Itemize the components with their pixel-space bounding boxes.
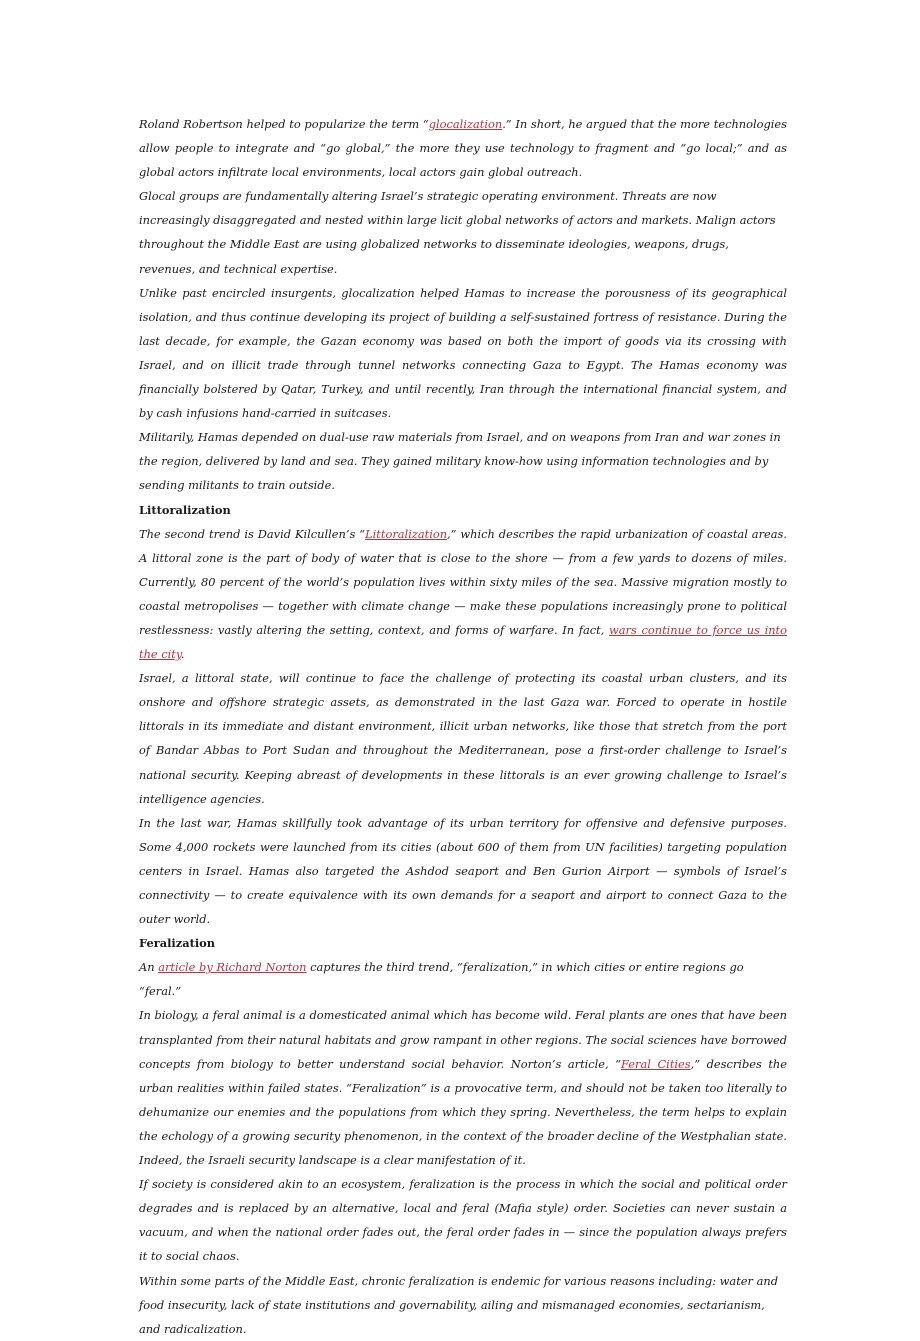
paragraph-militarily: Militarily, Hamas depended on dual-use raw materials from Israel, and on weapons from Iran and war zones in the region, delivered by land and sea. They gained military know-how using information technologies and by sending militants to train outside. xyxy=(139,430,781,493)
link-feral-cities[interactable]: Feral Cities xyxy=(621,1056,691,1071)
paragraph-middle-east: Within some parts of the Middle East, chronic feralization is endemic for various reasons including: water and food insecurity, lack of state institutions and governability, ailing and mismanaged economies, sectarianism, and radicalization. xyxy=(139,1273,778,1336)
paragraph-last-war: In the last war, Hamas skillfully took advantage of its urban territory for offensive and defensive purposes. Some 4,000 rockets were launched from its cities (about 600 of them from UN facilities) targeting population centers in Israel. Hamas also targeted the Ashdod seaport and Ben Gurion Airport — symbols of Israel’s connectivity — to create equivalence with its own demands for a seaport and airport to connect Gaza to the outer world. xyxy=(139,815,787,927)
heading-feralization: Feralization xyxy=(139,936,216,951)
paragraph-ecosystem: If society is considered akin to an ecosystem, feralization is the process in which the social and political order degrades and is replaced by an alternative, local and feral (Mafia style) order. Societies can never sustain a vacuum, and when the national order fades out, the feral order fades in — since the population always prefers it to social chaos. xyxy=(139,1177,787,1264)
link-glocalization[interactable]: glocalization xyxy=(428,117,503,131)
article-body xyxy=(139,112,787,1341)
paragraph-encircled-insurgents: Unlike past encircled insurgents, glocalization helped Hamas to increase the porousness of its geographical isolation, and thus continue developing its project of building a self-sustained fortress of resistance. During the last decade, for example, the Gazan economy was based on both the import of goods via its crossing with Israel, and on illicit trade through tunnel networks connecting Gaza to Egypt. The Hamas economy was financially bolstered by Qatar, Turkey, and until recently, Iran through the international financial system, and by cash infusions hand-carried in suitcases. xyxy=(139,285,787,421)
link-littoralization[interactable]: Littoralization xyxy=(365,526,448,541)
link-richard-norton-article[interactable]: article by Richard Norton xyxy=(158,960,307,975)
paragraph-norton-article: An article by Richard Norton captures the third trend, “feralization,” in which cities or entire regions go “feral.” xyxy=(139,960,744,999)
heading-littoralization: Littoralization xyxy=(139,502,231,517)
paragraph-glocal-groups: Glocal groups are fundamentally altering Israel’s strategic operating environment. Threats are now increasingly disaggregated and nested within large licit global networks of actors and markets. Malign actors throughout the Middle East are using globalized networks to disseminate ideologies, weapons, drugs, revenues, and technical expertise. xyxy=(139,189,776,276)
paragraph-feral-biology: In biology, a feral animal is a domesticated animal which has become wild. Feral plants are ones that have been transplanted from their natural habitats and grow rampant in other regions. The social sciences have borrowed concepts from biology to better understand social behavior. Norton’s article, “Feral Cities,” describes the urban realities within failed states. “Feralization” is a provocative term, and should not be taken too literally to dehumanize our enemies and the populations from which they spring. Nevertheless, the term helps to explain the echology of a growing security phenomenon, in the context of the broader decline of the Westphalian state. Indeed, the Israeli security landscape is a clear manifestation of it. xyxy=(139,1008,787,1168)
paragraph-kilcullen: The second trend is David Kilcullen’s “Littoralization,” which describes the rapid urbanization of coastal areas. A littoral zone is the part of body of water that is close to the shore — from a few yards to dozens of miles. Currently, 80 percent of the world’s population lives within sixty miles of the sea. Massive migration mostly to coastal metropolises — together with climate change — make these populations increasingly prone to political restlessness: vastly altering the setting, context, and forms of warfare. In fact, wars continue to force us into the city. xyxy=(139,526,788,662)
paragraph-glocalization-intro: Roland Robertson helped to popularize the term “glocalization.” In short, he argued that the more technologies allow people to integrate and “go global,” the more they use technology to fragment and “go local;” and as global actors infiltrate local environments, local actors gain global outreach. xyxy=(139,117,788,180)
paragraph-littoral-state: Israel, a littoral state, will continue to face the challenge of protecting its coastal urban clusters, and its onshore and offshore strategic assets, as demonstrated in the last Gaza war. Forced to operate in hostile littorals in its immediate and distant environment, illicit urban networks, like those that stretch from the port of Bandar Abbas to Port Sudan and throughout the Mediterranean, pose a first-order challenge to Israel’s national security. Keeping abreast of developments in these littorals is an ever growing challenge to Israel’s intelligence agencies. xyxy=(139,671,787,806)
link-wars-into-city[interactable]: wars continue to force us into the city xyxy=(139,622,787,662)
